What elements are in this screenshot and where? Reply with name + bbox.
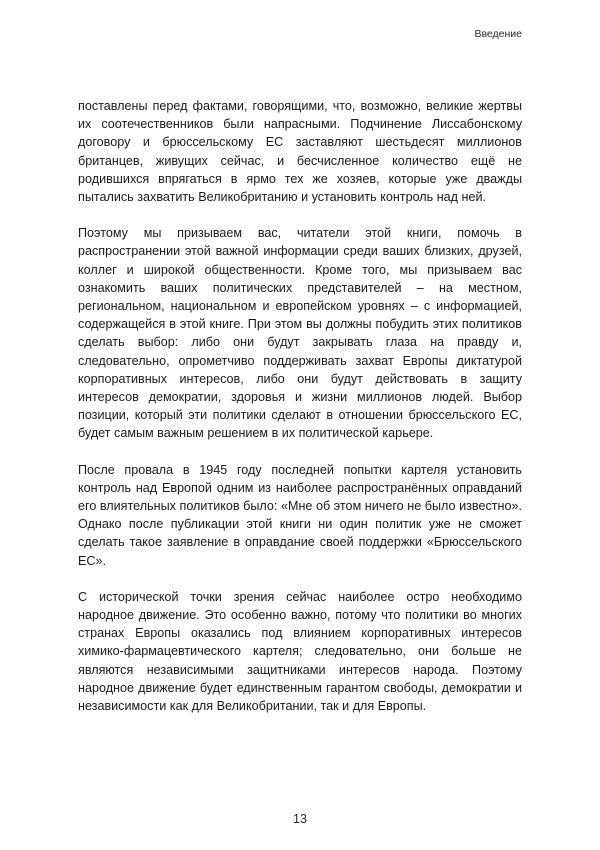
paragraph: поставлены перед фактами, говорящими, что, возможно, великие жертвы их соотечественников были напрасными. Подчинение Лиссабонскому договору и брюссельскому ЕС заставляют шестьдесят миллионов британцев, живущих сейчас, и бесчисленное количество ещё не родившихся впрягаться в ярмо тех же хозяев, которые уже дважды пытались захватить Великобританию и установить контроль над ней. — [78, 99, 522, 205]
paragraph: С исторической точки зрения сейчас наиболее остро необходимо народное движение. Это особенно важно, потому что политики во многих странах Европы оказались под влиянием корпоративных интересов химико-фармацевтического картеля; следовательно, они больше не являются независимыми защитниками интересов народа. Поэтому народное движение будет единственным гарантом свободы, демократии и независимости как для Великобритании, так и для Европы. — [78, 589, 522, 714]
running-header-section-title: Введение — [474, 28, 522, 40]
paragraph: Поэтому мы призываем вас, читатели этой книги, помочь в распространении этой важной информации среди ваших близких, друзей, коллег и широкой общественности. Кроме того, мы призываем вас ознакомить ваших политических представителей – на местном, региональном, национальном и европейском уровнях – с информацией, содержащейся в этой книге. При этом вы должны побудить этих политиков сделать выбор: либо они будут закрывать глаза на правду и, следовательно, опрометчиво поддерживать захват Европы диктатурой корпоративных интересов, либо они будут действовать в защиту интересов демократии, здоровья и жизни миллионов людей. Выбор позиции, который эти политики сделают в отношении брюссельского ЕС, будет самым важным решением в их политической карьере. — [78, 226, 522, 441]
paragraph: После провала в 1945 году последней попытки картеля установить контроль над Европой одним из наиболее распространённых оправданий его влиятельных политиков было: «Мне об этом ничего не было известно». Однако после публикации этой книги ни один политик уже не сможет сделать такое заявление в оправдание своей поддержки «Брюссельского ЕС». — [78, 462, 522, 568]
page-body — [78, 97, 522, 733]
page-number: 13 — [293, 812, 307, 826]
